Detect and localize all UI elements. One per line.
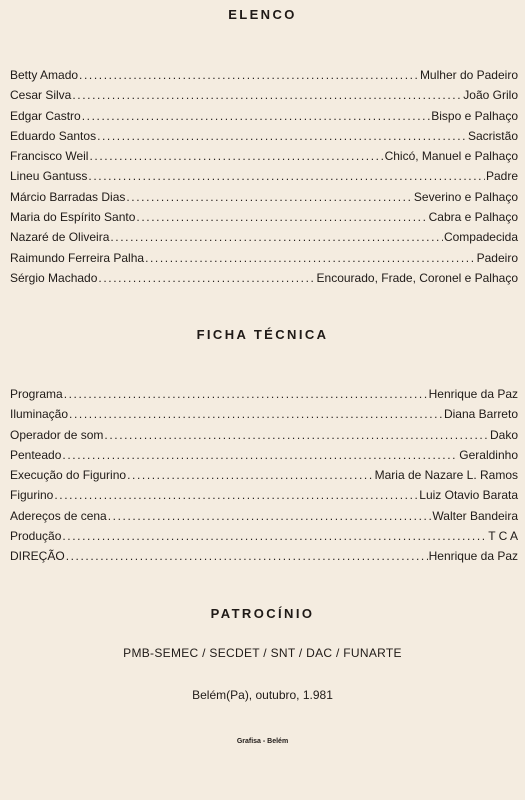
crew-role: Dako [489, 427, 518, 442]
cast-row [10, 166, 518, 186]
crew-name: Adereços de cena [10, 508, 107, 523]
dot-leader [89, 146, 383, 166]
crew-row [10, 506, 518, 526]
dot-leader [72, 85, 462, 105]
crew-row [10, 485, 518, 505]
cast-name: Maria do Espírito Santo [10, 210, 136, 225]
ficha-tecnica-heading: FICHA TÉCNICA [196, 327, 329, 342]
ficha-tecnica-list [10, 384, 518, 567]
dot-leader [64, 384, 428, 404]
dot-leader [62, 526, 487, 546]
crew-row [10, 546, 518, 566]
cast-row [10, 65, 518, 85]
crew-row [10, 465, 518, 485]
crew-role: Maria de Nazare L. Ramos [374, 468, 518, 483]
dot-leader [126, 187, 413, 207]
crew-role: Walter Bandeira [432, 508, 518, 523]
dot-leader [104, 425, 489, 445]
cast-role: Padeiro [476, 250, 518, 265]
sponsors-line: PMB-SEMEC / SECDET / SNT / DAC / FUNARTE [123, 646, 402, 660]
cast-name: Raimundo Ferreira Palha [10, 250, 145, 265]
cast-role: Cabra e Palhaço [428, 210, 518, 225]
dot-leader [127, 465, 374, 485]
elenco-heading: ELENCO [228, 7, 297, 22]
dot-leader [82, 106, 431, 126]
printer-credit: Grafisa - Belém [236, 738, 289, 745]
dot-leader [54, 485, 418, 505]
cast-role: Mulher do Padeiro [419, 68, 518, 82]
cast-name: Sérgio Machado [10, 270, 98, 285]
crew-name: Penteado [10, 447, 62, 462]
cast-row [10, 248, 518, 268]
dot-leader [97, 126, 467, 146]
dot-leader [98, 268, 315, 288]
elenco-list [10, 65, 518, 288]
crew-role: Henrique da Paz [428, 549, 518, 564]
dot-leader [69, 404, 443, 424]
cast-row [10, 207, 518, 227]
cast-row [10, 85, 518, 105]
cast-role: Bispo e Palhaço [431, 108, 518, 123]
dot-leader [88, 166, 485, 186]
crew-name: Operador de som [10, 427, 104, 442]
patrocinio-heading: PATROCÍNIO [210, 606, 315, 621]
crew-name: Figurino [10, 488, 54, 503]
cast-name: Edgar Castro [10, 108, 81, 123]
cast-name: Eduardo Santos [10, 128, 97, 143]
crew-role: Geraldinho [459, 447, 518, 462]
crew-row [10, 425, 518, 445]
crew-role: Luiz Otavio Barata [419, 488, 518, 503]
crew-role: Henrique da Paz [428, 387, 518, 401]
dot-leader [145, 248, 476, 268]
dot-leader [79, 65, 419, 85]
crew-row [10, 445, 518, 465]
cast-row [10, 227, 518, 247]
crew-row [10, 384, 518, 404]
cast-role: Chicó, Manuel e Palhaço [384, 149, 518, 164]
cast-name: Francisco Weil [10, 149, 89, 164]
dot-leader [108, 506, 432, 526]
cast-row [10, 106, 518, 126]
cast-name: Nazaré de Oliveira [10, 230, 110, 245]
dot-leader [66, 546, 428, 566]
cast-row [10, 268, 518, 288]
cast-name: Betty Amado [10, 68, 79, 82]
dot-leader [136, 207, 427, 227]
crew-name: Iluminação [10, 407, 69, 422]
crew-role: T C A [488, 529, 518, 544]
cast-role: Encourado, Frade, Coronel e Palhaço [316, 270, 518, 285]
crew-row [10, 404, 518, 424]
cast-name: Cesar Silva [10, 88, 72, 103]
cast-name: Lineu Gantuss [10, 169, 88, 184]
cast-role: João Grilo [463, 88, 518, 103]
cast-role: Severino e Palhaço [413, 189, 518, 204]
dot-leader [62, 445, 458, 465]
cast-row [10, 126, 518, 146]
crew-role: Diana Barreto [443, 407, 518, 422]
cast-role: Padre [485, 169, 518, 184]
cast-role: Compadecida [443, 230, 518, 245]
crew-name: Execução do Figurino [10, 468, 127, 483]
crew-name: DIREÇÃO [10, 549, 65, 564]
crew-row [10, 526, 518, 546]
crew-name: Programa [10, 387, 63, 401]
crew-name: Produção [10, 529, 62, 544]
place-date: Belém(Pa), outubro, 1.981 [192, 688, 333, 702]
cast-name: Márcio Barradas Dias [10, 189, 126, 204]
cast-row [10, 146, 518, 166]
dot-leader [110, 227, 443, 247]
cast-row [10, 187, 518, 207]
cast-role: Sacristão [467, 128, 518, 143]
